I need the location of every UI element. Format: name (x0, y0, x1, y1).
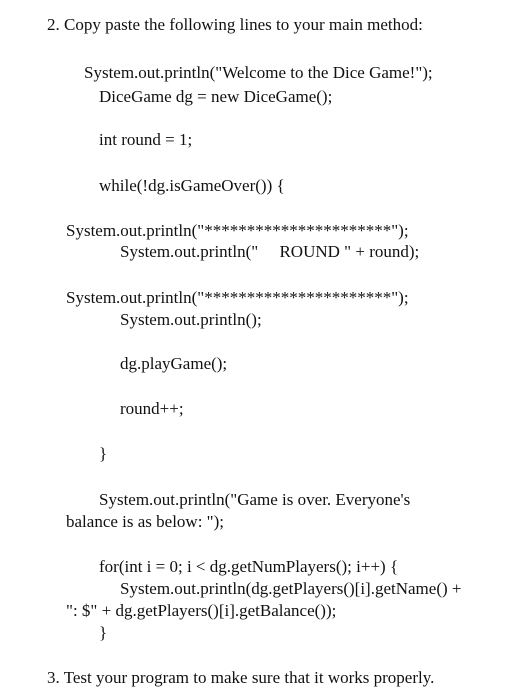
code-line-while: while(!dg.isGameOver()) { (99, 176, 285, 195)
step-2-heading: 2. Copy paste the following lines to your main method: (47, 15, 423, 34)
code-line-new-game: DiceGame dg = new DiceGame(); (99, 87, 333, 106)
code-line-round-init: int round = 1; (99, 130, 193, 149)
code-line-for-body-a: System.out.println(dg.getPlayers()[i].getName() + (120, 579, 462, 598)
code-line-round-print: System.out.println(" ROUND " + round); (120, 242, 420, 261)
code-line-game-over-b: balance is as below: "); (66, 512, 224, 531)
code-line-play-game: dg.playGame(); (120, 354, 228, 373)
code-line-while-close: } (99, 444, 108, 463)
code-line-stars-2: System.out.println("**********************"); (66, 288, 409, 307)
code-line-game-over-a: System.out.println("Game is over. Everyone's (99, 490, 411, 509)
code-line-stars-1: System.out.println("**********************"); (66, 221, 409, 240)
code-line-round-increment: round++; (120, 399, 184, 418)
code-line-welcome: System.out.println("Welcome to the Dice Game!"); (84, 63, 433, 82)
step-3-heading: 3. Test your program to make sure that it works properly. (47, 668, 435, 687)
code-line-for-close: } (99, 623, 108, 642)
code-line-for-body-b: ": $" + dg.getPlayers()[i].getBalance()); (66, 601, 337, 620)
code-line-for: for(int i = 0; i < dg.getNumPlayers(); i++) { (99, 557, 399, 576)
code-line-blank-print: System.out.println(); (120, 310, 262, 329)
